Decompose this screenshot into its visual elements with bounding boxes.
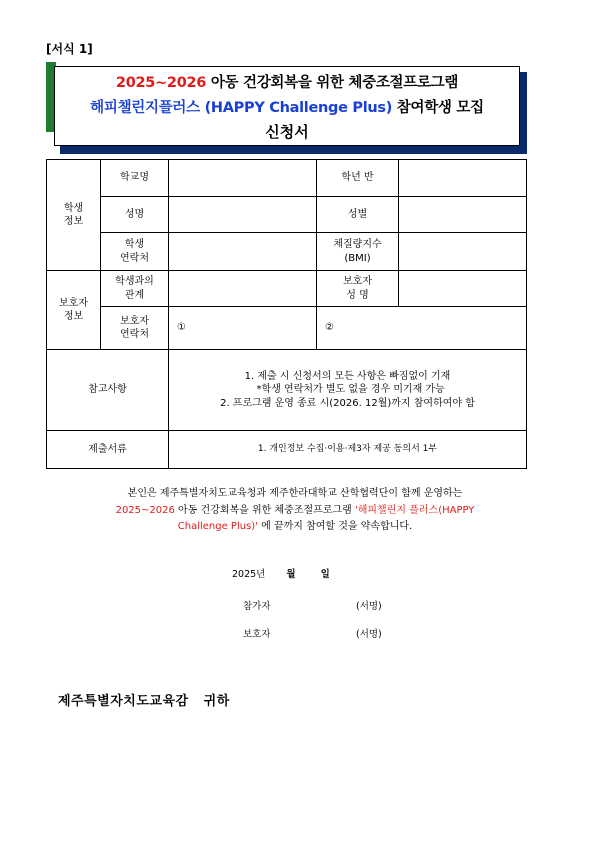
note-item: 2. 프로그램 운영 종료 시(2026. 12월)까지 참여하여야 함 bbox=[220, 397, 475, 409]
pledge-line-1: 본인은 제주특별자치도교육청과 제주한라대학교 산학협력단이 함께 운영하는 bbox=[127, 488, 463, 499]
bmi-label: 체질량지수 (BMI) bbox=[317, 233, 399, 271]
student-info-label: 학생 정보 bbox=[47, 160, 101, 271]
pledge-line-2 bbox=[60, 503, 530, 520]
documents-label: 제출서류 bbox=[47, 431, 169, 469]
title-box bbox=[54, 66, 520, 146]
pledge-promise: 에 끝까지 참여할 것을 약속합니다. bbox=[257, 521, 413, 532]
pledge-program: 아동 건강회복을 위한 체중조절프로그램 bbox=[174, 504, 355, 516]
relationship-field[interactable] bbox=[169, 271, 317, 307]
title-line-2 bbox=[55, 96, 519, 117]
pledge-program-name-a: '해피챌린지 플러스(HAPPY bbox=[354, 504, 475, 516]
note-item: *학생 연락처가 별도 없을 경우 미기재 가능 bbox=[250, 384, 445, 396]
date-line bbox=[232, 566, 352, 580]
pledge-program-name-b: Challenge Plus)' bbox=[177, 521, 258, 532]
title-year: 2025~2026 bbox=[115, 75, 207, 91]
participant-label: 참가자 bbox=[243, 601, 271, 612]
guardian-contact-1-field[interactable]: ① bbox=[169, 307, 317, 350]
bmi-field[interactable] bbox=[399, 233, 527, 271]
pledge-text bbox=[60, 486, 530, 536]
title-block bbox=[46, 62, 527, 154]
name-field[interactable] bbox=[169, 197, 317, 233]
title-program: 아동 건강회복을 위한 체중조절프로그램 bbox=[206, 75, 459, 91]
title-line-1 bbox=[55, 71, 519, 92]
title-recruit: 참여학생 모집 bbox=[392, 100, 484, 116]
title-line-3: 신청서 bbox=[265, 123, 309, 141]
gender-label: 성별 bbox=[317, 197, 399, 233]
guardian-name-field[interactable] bbox=[399, 271, 527, 307]
pledge-year: 2025~2026 bbox=[115, 504, 175, 516]
student-contact-label: 학생 연락처 bbox=[101, 233, 169, 271]
guardian-name-label: 보호자 성 명 bbox=[317, 271, 399, 307]
name-label: 성명 bbox=[101, 197, 169, 233]
school-name-field[interactable] bbox=[169, 160, 317, 197]
title-program-name: 해피챌린지플러스 (HAPPY Challenge Plus) bbox=[90, 100, 393, 116]
guardian-signature[interactable]: (서명) bbox=[356, 629, 382, 640]
note-item: 1. 제출 시 신청서의 모든 사항은 빠짐없이 기재 bbox=[244, 370, 451, 382]
date-month: 월 bbox=[286, 569, 296, 580]
date-day: 일 bbox=[320, 569, 330, 580]
student-contact-field[interactable] bbox=[169, 233, 317, 271]
guardian-label: 보호자 bbox=[243, 629, 271, 640]
documents-content: 1. 개인정보 수집·이용·제3자 제공 동의서 1부 bbox=[169, 431, 527, 469]
date-year: 2025년 bbox=[232, 569, 266, 580]
notes-label: 참고사항 bbox=[47, 350, 169, 431]
addressee: 제주특별자치도교육감 귀하 bbox=[58, 694, 230, 709]
school-name-label: 학교명 bbox=[101, 160, 169, 197]
gender-field[interactable] bbox=[399, 197, 527, 233]
guardian-contact-label: 보호자 연락처 bbox=[101, 307, 169, 350]
grade-class-field[interactable] bbox=[399, 160, 527, 197]
form-number: [서식 1] bbox=[46, 42, 93, 56]
pledge-line-3 bbox=[60, 519, 530, 536]
guardian-contact-2-field[interactable]: ② bbox=[317, 307, 527, 350]
guardian-info-label: 보호자 정보 bbox=[47, 271, 101, 350]
notes-content bbox=[169, 350, 527, 431]
participant-signature[interactable]: (서명) bbox=[356, 601, 382, 612]
grade-class-label: 학년 반 bbox=[317, 160, 399, 197]
relationship-label: 학생과의 관계 bbox=[101, 271, 169, 307]
application-table bbox=[46, 159, 527, 469]
